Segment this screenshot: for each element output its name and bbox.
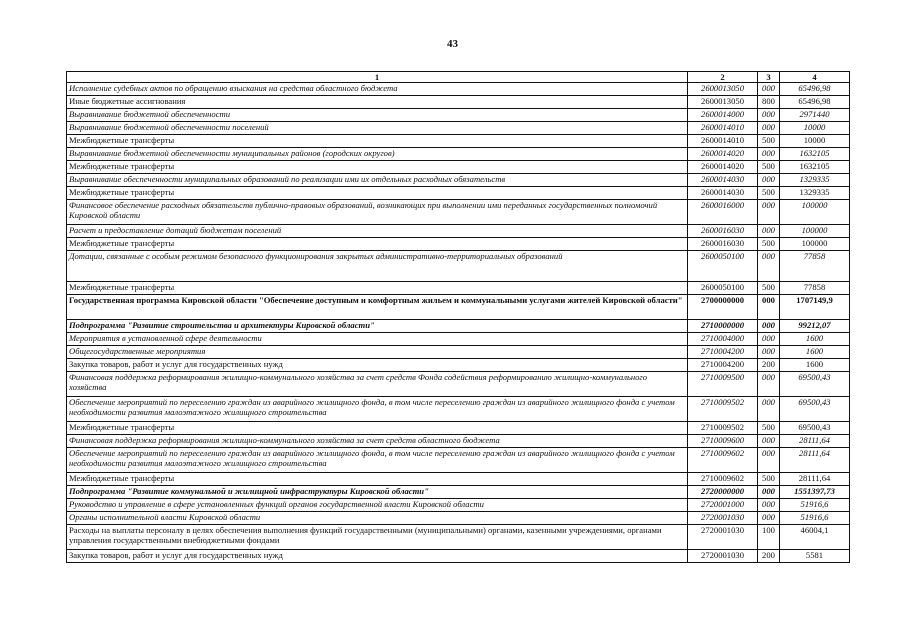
table-row (67, 109, 850, 122)
header-name: 1 (67, 72, 688, 83)
row-name-cell: Выравнивание бюджетной обеспеченности (67, 109, 688, 122)
budget-table (66, 71, 850, 563)
row-code-cell: 2600016030 (688, 225, 758, 238)
table-row (67, 148, 850, 161)
header-amount: 4 (780, 72, 850, 83)
row-code-cell: 2710004000 (688, 333, 758, 346)
row-code-cell: 2600016030 (688, 238, 758, 251)
row-name-cell: Выравнивание бюджетной обеспеченности поселений (67, 122, 688, 135)
table-row (67, 295, 850, 320)
table-row (67, 135, 850, 148)
row-code-cell: 2600014030 (688, 187, 758, 200)
row-name-cell: Иные бюджетные ассигнования (67, 96, 688, 109)
row-amount-cell: 65496,98 (780, 96, 850, 109)
page-number: 43 (447, 38, 458, 50)
row-amount-cell: 51916,6 (780, 512, 850, 525)
row-name-cell: Межбюджетные трансферты (67, 161, 688, 174)
row-amount-cell: 69500,43 (780, 397, 850, 422)
row-name-cell: Исполнение судебных актов по обращению взыскания на средства областного бюджета (67, 83, 688, 96)
table-row (67, 320, 850, 333)
row-name-cell: Межбюджетные трансферты (67, 135, 688, 148)
row-code-cell: 2710004200 (688, 346, 758, 359)
table-row (67, 422, 850, 435)
row-group-cell: 000 (758, 448, 780, 473)
row-name-cell: Подпрограмма "Развитие коммунальной и жилищной инфраструктуры Кировской области" (67, 486, 688, 499)
row-code-cell: 2710009602 (688, 448, 758, 473)
row-name-cell: Обеспечение мероприятий по переселению граждан из аварийного жилищного фонда, в том числе переселению граждан из аварийного жилищного фонда с учетом необходимости развития малоэтажного жилищного строительства (67, 448, 688, 473)
row-group-cell: 500 (758, 473, 780, 486)
row-code-cell: 2720001030 (688, 550, 758, 563)
row-amount-cell: 1329335 (780, 174, 850, 187)
table-row (67, 473, 850, 486)
row-amount-cell: 2971440 (780, 109, 850, 122)
row-code-cell: 2720000000 (688, 486, 758, 499)
row-name-cell: Мероприятия в установленной сфере деятельности (67, 333, 688, 346)
table-row (67, 282, 850, 295)
row-group-cell: 500 (758, 238, 780, 251)
row-group-cell: 000 (758, 83, 780, 96)
row-code-cell: 2710009602 (688, 473, 758, 486)
row-code-cell: 2600050100 (688, 251, 758, 282)
row-code-cell: 2720001030 (688, 525, 758, 550)
row-group-cell: 000 (758, 174, 780, 187)
table-row (67, 435, 850, 448)
header-group: 3 (758, 72, 780, 83)
row-code-cell: 2710009600 (688, 435, 758, 448)
table-row (67, 225, 850, 238)
row-group-cell: 000 (758, 486, 780, 499)
row-code-cell: 2710009502 (688, 397, 758, 422)
row-code-cell: 2600014000 (688, 109, 758, 122)
row-group-cell: 500 (758, 187, 780, 200)
row-name-cell: Финансовая поддержка реформирования жилищно-коммунального хозяйства за счет средств Фонда содействия реформированию жилищно-коммунального хозяйства (67, 372, 688, 397)
row-code-cell: 2720001030 (688, 512, 758, 525)
row-group-cell: 800 (758, 96, 780, 109)
row-amount-cell: 77858 (780, 251, 850, 282)
row-amount-cell: 1707149,9 (780, 295, 850, 320)
row-amount-cell: 1329335 (780, 187, 850, 200)
table-body (67, 83, 850, 563)
row-amount-cell: 69500,43 (780, 422, 850, 435)
row-name-cell: Межбюджетные трансферты (67, 238, 688, 251)
table-row (67, 359, 850, 372)
table-row (67, 96, 850, 109)
row-amount-cell: 28111,64 (780, 448, 850, 473)
table-row (67, 550, 850, 563)
row-amount-cell: 51916,6 (780, 499, 850, 512)
table-row (67, 174, 850, 187)
row-amount-cell: 10000 (780, 122, 850, 135)
row-amount-cell: 5581 (780, 550, 850, 563)
row-name-cell: Межбюджетные трансферты (67, 422, 688, 435)
row-code-cell: 2710004200 (688, 359, 758, 372)
row-amount-cell: 100000 (780, 238, 850, 251)
row-code-cell: 2600014020 (688, 161, 758, 174)
row-name-cell: Обеспечение мероприятий по переселению граждан из аварийного жилищного фонда, в том числе переселению граждан из аварийного жилищного фонда с учетом необходимости развития малоэтажного жилищного строительства (67, 397, 688, 422)
row-group-cell: 000 (758, 109, 780, 122)
row-group-cell: 000 (758, 122, 780, 135)
row-group-cell: 100 (758, 525, 780, 550)
row-name-cell: Финансовая поддержка реформирования жилищно-коммунального хозяйства за счет средств областного бюджета (67, 435, 688, 448)
row-amount-cell: 1600 (780, 333, 850, 346)
row-amount-cell: 65496,98 (780, 83, 850, 96)
row-code-cell: 2600013050 (688, 96, 758, 109)
row-group-cell: 000 (758, 225, 780, 238)
header-code: 2 (688, 72, 758, 83)
row-name-cell: Органы исполнительной власти Кировской области (67, 512, 688, 525)
row-name-cell: Финансовое обеспечение расходных обязательств публично-правовых образований, возникающих при выполнении ими переданных государственных полномочий Кировской области (67, 200, 688, 225)
row-amount-cell: 69500,43 (780, 372, 850, 397)
table-row (67, 200, 850, 225)
row-name-cell: Общегосударственные мероприятия (67, 346, 688, 359)
row-amount-cell: 46004,1 (780, 525, 850, 550)
table-row (67, 512, 850, 525)
row-amount-cell: 1632105 (780, 148, 850, 161)
table-header-row (67, 72, 850, 83)
row-group-cell: 000 (758, 372, 780, 397)
row-code-cell: 2600014020 (688, 148, 758, 161)
table-row (67, 333, 850, 346)
table-row (67, 238, 850, 251)
row-code-cell: 2600016000 (688, 200, 758, 225)
row-group-cell: 500 (758, 135, 780, 148)
table-row (67, 448, 850, 473)
row-code-cell: 2710009500 (688, 372, 758, 397)
row-group-cell: 000 (758, 333, 780, 346)
row-name-cell: Закупка товаров, работ и услуг для государственных нужд (67, 550, 688, 563)
table-row (67, 525, 850, 550)
row-code-cell: 2600014010 (688, 135, 758, 148)
row-amount-cell: 1600 (780, 359, 850, 372)
table-row (67, 486, 850, 499)
row-name-cell: Выравнивание обеспеченности муниципальных образований по реализации ими их отдельных расходных обязательств (67, 174, 688, 187)
row-code-cell: 2710000000 (688, 320, 758, 333)
row-amount-cell: 100000 (780, 200, 850, 225)
row-code-cell: 2600014030 (688, 174, 758, 187)
row-amount-cell: 1551397,73 (780, 486, 850, 499)
row-code-cell: 2710009502 (688, 422, 758, 435)
row-name-cell: Межбюджетные трансферты (67, 282, 688, 295)
row-code-cell: 2600013050 (688, 83, 758, 96)
table-row (67, 122, 850, 135)
row-name-cell: Выравнивание бюджетной обеспеченности муниципальных районов (городских округов) (67, 148, 688, 161)
row-amount-cell: 99212,07 (780, 320, 850, 333)
row-group-cell: 500 (758, 161, 780, 174)
row-name-cell: Расчет и предоставление дотаций бюджетам поселений (67, 225, 688, 238)
row-amount-cell: 77858 (780, 282, 850, 295)
row-group-cell: 000 (758, 200, 780, 225)
row-code-cell: 2700000000 (688, 295, 758, 320)
row-group-cell: 000 (758, 148, 780, 161)
row-code-cell: 2720001000 (688, 499, 758, 512)
row-amount-cell: 1600 (780, 346, 850, 359)
row-name-cell: Подпрограмма "Развитие строительства и архитектуры Кировской области" (67, 320, 688, 333)
table-row (67, 397, 850, 422)
row-name-cell: Закупка товаров, работ и услуг для государственных нужд (67, 359, 688, 372)
row-group-cell: 000 (758, 397, 780, 422)
row-group-cell: 000 (758, 435, 780, 448)
row-amount-cell: 28111,64 (780, 435, 850, 448)
row-group-cell: 500 (758, 282, 780, 295)
row-group-cell: 000 (758, 512, 780, 525)
row-amount-cell: 10000 (780, 135, 850, 148)
row-group-cell: 200 (758, 359, 780, 372)
row-amount-cell: 100000 (780, 225, 850, 238)
row-group-cell: 500 (758, 422, 780, 435)
table-row (67, 83, 850, 96)
row-group-cell: 000 (758, 295, 780, 320)
table-row (67, 499, 850, 512)
row-group-cell: 000 (758, 499, 780, 512)
row-name-cell: Межбюджетные трансферты (67, 473, 688, 486)
row-group-cell: 000 (758, 346, 780, 359)
row-code-cell: 2600014010 (688, 122, 758, 135)
row-name-cell: Межбюджетные трансферты (67, 187, 688, 200)
table-row (67, 251, 850, 282)
row-amount-cell: 1632105 (780, 161, 850, 174)
row-name-cell: Государственная программа Кировской области "Обеспечение доступным и комфортным жильем и коммунальными услугами жителей Кировской области" (67, 295, 688, 320)
row-amount-cell: 28111,64 (780, 473, 850, 486)
row-name-cell: Дотации, связанные с особым режимом безопасного функционирования закрытых административно-территориальных образований (67, 251, 688, 282)
table-row (67, 161, 850, 174)
table-row (67, 372, 850, 397)
row-code-cell: 2600050100 (688, 282, 758, 295)
row-group-cell: 200 (758, 550, 780, 563)
row-name-cell: Расходы на выплаты персоналу в целях обеспечения выполнения функций государственными (муниципальными) органами, казенными учреждениями, органами управления государственными внебюджетными фондами (67, 525, 688, 550)
table-row (67, 187, 850, 200)
table-row (67, 346, 850, 359)
row-group-cell: 000 (758, 251, 780, 282)
row-name-cell: Руководство и управление в сфере установленных функций органов государственной власти Кировской области (67, 499, 688, 512)
row-group-cell: 000 (758, 320, 780, 333)
